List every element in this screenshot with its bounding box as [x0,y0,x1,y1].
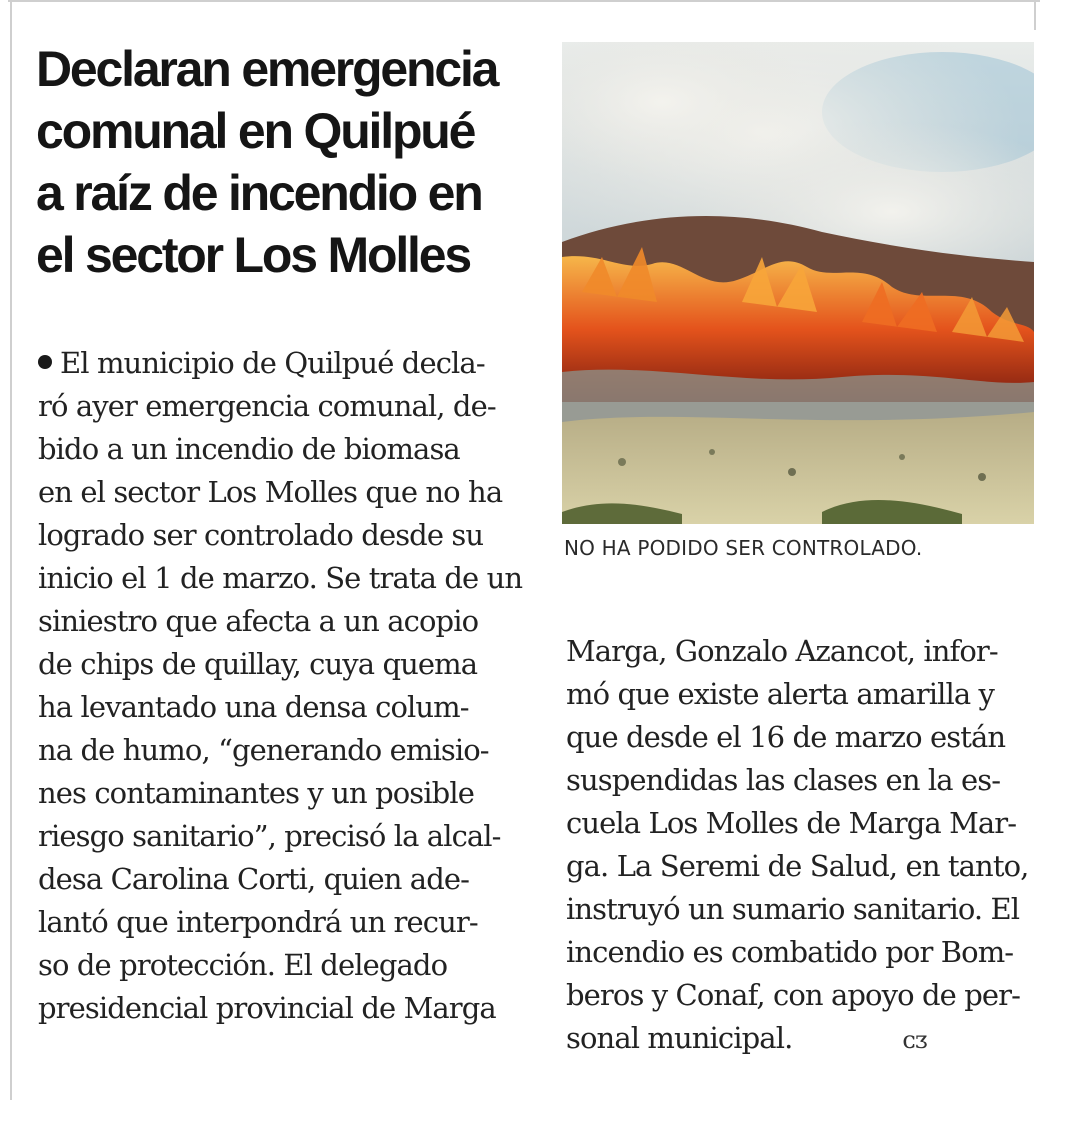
headline-line: a raíz de incendio en [36,165,482,221]
headline [36,38,536,286]
body-line: ró ayer emergencia comunal, de- [38,389,496,423]
column-rule-right [1034,0,1036,30]
fire-photo-illustration [562,42,1034,524]
body-line: mó que existe alerta amarilla y [566,677,995,711]
headline-line: el sector Los Molles [36,227,470,283]
body-line: nes contaminantes y un posible [38,776,474,810]
body-line: desa Carolina Corti, quien ade- [38,862,470,896]
headline-line: comunal en Quilpué [36,103,475,159]
column-rule [10,0,12,1100]
bullet-icon [38,355,52,369]
fire-photo [562,42,1034,524]
body-line: incendio es combatido por Bom- [566,935,1014,969]
article-body-left [38,342,528,1030]
body-line: Marga, Gonzalo Azancot, infor- [566,634,998,668]
body-line: lantó que interpondrá un recur- [38,905,478,939]
body-line: na de humo, “generando emisio- [38,733,489,767]
body-line: suspendidas las clases en la es- [566,763,1001,797]
top-rule [8,0,1040,2]
body-line: riesgo sanitario”, precisó la alcal- [38,819,501,853]
body-line: ga. La Seremi de Salud, en tanto, [566,849,1029,883]
body-line: de chips de quillay, cuya quema [38,647,478,681]
body-line: El municipio de Quilpué decla- [60,346,485,380]
headline-line: Declaran emergencia [36,41,498,97]
body-line: presidencial provincial de Marga [38,991,496,1025]
body-line-last [566,1017,1036,1062]
body-line: cuela Los Molles de Marga Mar- [566,806,1017,840]
body-line: ha levantado una densa colum- [38,690,469,724]
body-line: so de protección. El delegado [38,948,448,982]
body-line: instruyó un sumario sanitario. El [566,892,1020,926]
end-mark-icon: ᴄᴣ [902,1026,927,1054]
body-line: sonal municipal. [566,1021,793,1055]
body-line: beros y Conaf, con apoyo de per- [566,978,1021,1012]
body-line: que desde el 16 de marzo están [566,720,1006,754]
body-line: bido a un incendio de biomasa [38,432,460,466]
body-line: en el sector Los Molles que no ha [38,475,503,509]
photo-caption: NO HA PODIDO SER CONTROLADO. [564,536,923,560]
body-line: siniestro que afecta a un acopio [38,604,479,638]
article-body-right [566,630,1036,1062]
body-line: logrado ser controlado desde su [38,518,484,552]
body-line-first [38,342,528,385]
body-line: inicio el 1 de marzo. Se trata de un [38,561,523,595]
